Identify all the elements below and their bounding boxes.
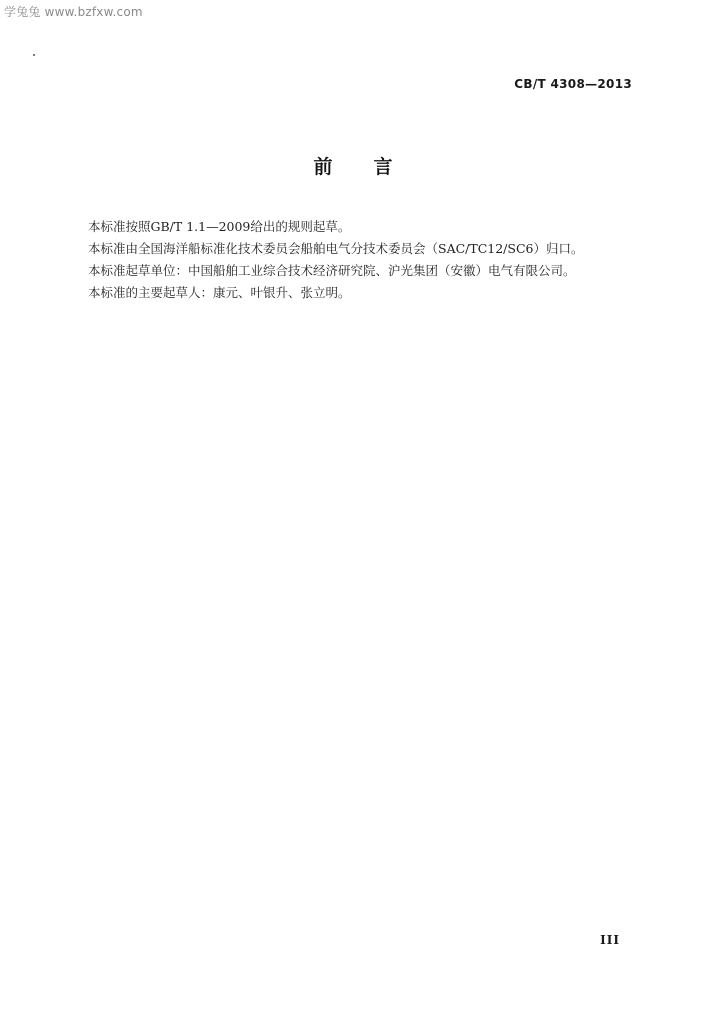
- standard-code: CB/T 4308—2013: [514, 77, 632, 91]
- preface-body: [88, 216, 648, 304]
- watermark-text: 学兔兔 www.bzfxw.com: [4, 5, 143, 19]
- page-number: III: [600, 933, 620, 947]
- preface-paragraph-drafting-units: 本标准起草单位：中国船舶工业综合技术经济研究院、沪光集团（安徽）电气有限公司。: [88, 263, 576, 278]
- preface-paragraph-drafters: 本标准的主要起草人：康元、叶银升、张立明。: [88, 285, 351, 300]
- scan-speck: [33, 54, 35, 56]
- preface-paragraph-drafting-rules: 本标准按照GB/T 1.1—2009给出的规则起草。: [88, 219, 351, 234]
- page-title: 前 言: [313, 156, 394, 178]
- preface-paragraph-responsible-committee: 本标准由全国海洋船标准化技术委员会船舶电气分技术委员会（SAC/TC12/SC6）归口。: [88, 241, 584, 256]
